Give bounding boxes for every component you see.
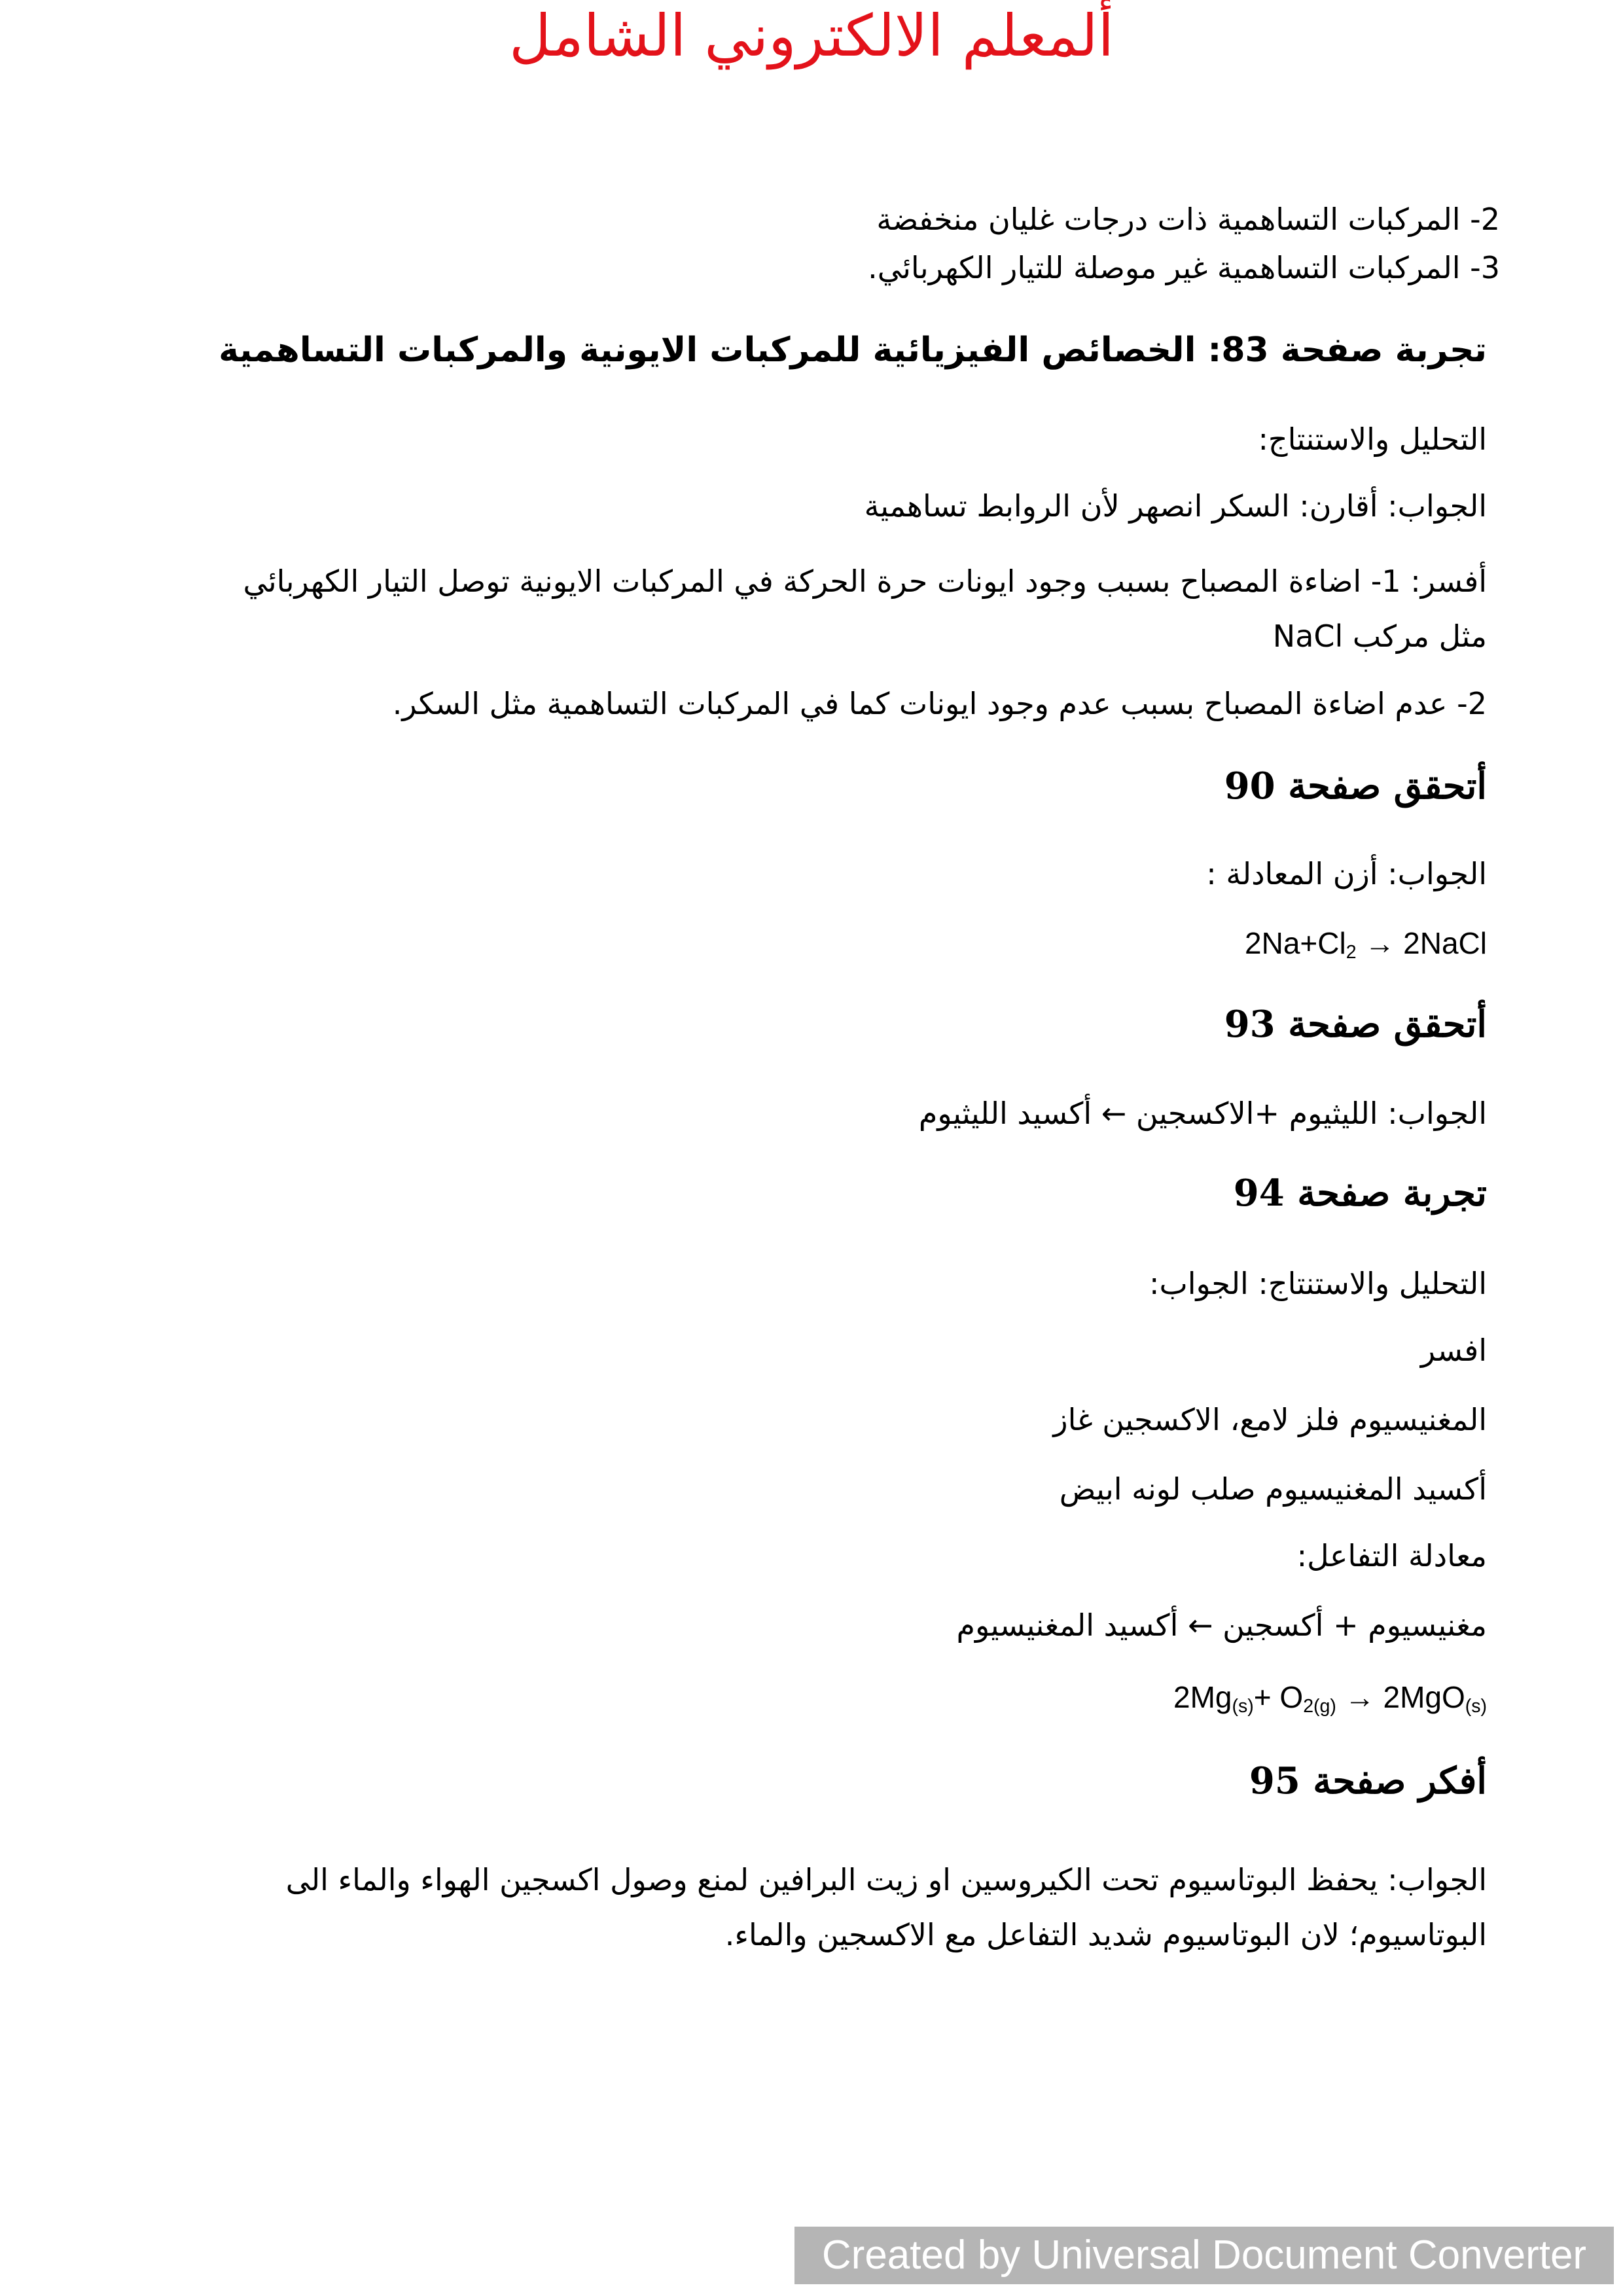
section-heading: تجربة صفحة 94 [1233,1172,1487,1215]
page-title: ألمعلم الالكتروني الشامل [508,2,1115,69]
paragraph: التحليل والاستنتاج: [1258,422,1487,457]
equation-text: $2Na+Cl_2$ → 2NaCl [1245,926,1487,963]
section-heading: أتحقق صفحة 93 [1224,1003,1487,1046]
section-heading: أتحقق صفحة 90 [1224,764,1487,808]
chemical-equation [139,924,1487,971]
paragraph: التحليل والاستنتاج: الجواب: [1149,1266,1487,1301]
paragraph: الجواب: الليثيوم +الاكسجين ← أكسيد الليثيوم [918,1096,1487,1131]
arrow-icon: → [1364,926,1395,960]
list-item: 3- المركبات التساهمية غير موصلة للتيار الكهربائي. [868,250,1500,285]
equation-text: $2Mg_{(s)}+ O_{2(g)} \to 2MgO_{(s)}$ [1173,1680,1487,1717]
paragraph: 2- عدم اضاءة المصباح بسبب عدم وجود ايونات كما في المركبات التساهمية مثل السكر. [392,686,1487,721]
paragraph: معادلة التفاعل: [1296,1538,1487,1573]
paragraph: الجواب: أقارن: السكر انصهر لأن الروابط تساهمية [864,488,1487,524]
list-item: 2- المركبات التساهمية ذات درجات غليان منخفضة [876,202,1500,237]
paragraph: الجواب: أزن المعادلة : [1206,856,1487,891]
paragraph: المغنيسيوم فلز لامع، الاكسجين غاز [1053,1402,1487,1437]
section-heading: تجربة صفحة 83: الخصائص الفيزيائية للمركبات الايونية والمركبات التساهمية [219,331,1487,370]
chemical-equation [139,1678,1487,1725]
paragraph: أكسيد المغنيسيوم صلب لونه ابيض [1059,1471,1487,1507]
watermark: Created by Universal Document Converter [794,2227,1614,2284]
arrow-icon: → [1344,1680,1375,1714]
content-body [139,0,1500,2225]
paragraph: الجواب: يحفظ البوتاسيوم تحت الكيروسين او زيت البرافين لمنع وصول اكسجين الهواء والماء الى البوتاسيوم؛ لان البوتاسيوم شديد التفاعل مع الاكسجين والماء. [285,1862,1487,1952]
paragraph: افسر [1420,1333,1487,1368]
paragraph: أفسر: 1- اضاءة المصباح بسبب وجود ايونات حرة الحركة في المركبات الايونية توصل التيار الكهربائي مثل مركب NaCl [243,564,1487,654]
section-heading: أفكر صفحة 95 [1249,1759,1487,1803]
word-equation: مغنيسيوم + أكسجين ← أكسيد المغنيسيوم [956,1607,1487,1643]
